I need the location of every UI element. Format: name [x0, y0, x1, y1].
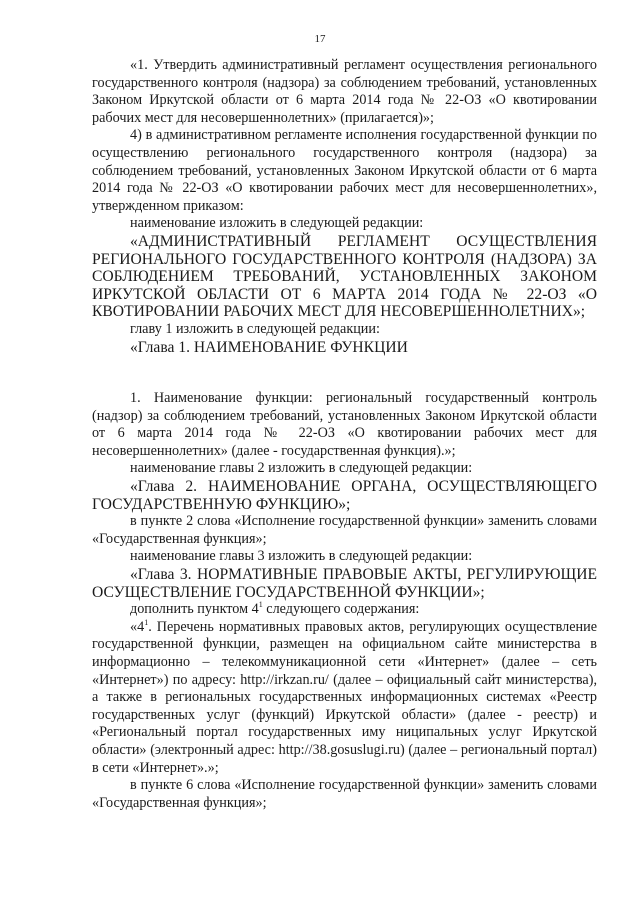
paragraph-7: 1. Наименование функции: региональный государственный контроль (надзор) за соблюдением требований, установленных Законом Иркутской области от 6 марта 2014 года № 22-ОЗ «О квотировании рабочих мест для несовершеннолетних» (далее - государственная функция).»;	[92, 390, 597, 459]
superscript: 1	[144, 617, 149, 627]
paragraph-10: в пункте 2 слова «Исполнение государственной функции» заменить словами «Государственная функция»;	[92, 513, 597, 547]
regulation-title: «АДМИНИСТРАТИВНЫЙ РЕГЛАМЕНТ ОСУЩЕСТВЛЕНИЯ РЕГИОНАЛЬНОГО ГОСУДАРСТВЕННОГО КОНТРОЛЯ (НАДЗОРА) ЗА СОБЛЮДЕНИЕМ ТРЕБОВАНИЙ, УСТАНОВЛЕННЫХ ЗАКОНОМ ИРКУТСКОЙ ОБЛАСТИ ОТ 6 МАРТА 2014 ГОДА № 22-ОЗ «О КВОТИРОВАНИИ РАБОЧИХ МЕСТ ДЛЯ НЕСОВЕРШЕННОЛЕТНИХ»;	[92, 232, 597, 321]
paragraph-5: главу 1 изложить в следующей редакции:	[130, 320, 380, 337]
paragraph-1: «1. Утвердить административный регламент осуществления регионального государственного контроля (надзора) за соблюдением требований, установленных Законом Иркутской области от 6 марта 2014 года № 22-ОЗ «О квотировании рабочих мест для несовершеннолетних» (прилагается)»;	[92, 57, 597, 126]
superscript: 1	[258, 600, 263, 610]
paragraph-14-text: . Перечень нормативных правовых актов, регулирующих осуществление государственной функции, размещен на официальном сайте министерства в информационно – телекоммуникационной сети «Интернет» (далее – сеть «Интернет») по адресу: http://irkzan.ru/ (далее – официальный сайт министерства), а также в региональных государственных информационных системах «Реестр государственных услуг (функций) Иркутской области» (далее - реестр) и «Региональный портал государственных иму ниципальных услуг Иркутской области» (электронный адрес: http://38.gosuslugi.ru) (далее – региональный портал) в сети «Интернет».»;	[92, 618, 597, 776]
chapter-2-heading: «Глава 2. НАИМЕНОВАНИЕ ОРГАНА, ОСУЩЕСТВЛЯЮЩЕГО ГОСУДАРСТВЕННУЮ ФУНКЦИЮ»;	[92, 478, 597, 513]
chapter-3-heading: «Глава 3. НОРМАТИВНЫЕ ПРАВОВЫЕ АКТЫ, РЕГУЛИРУЮЩИЕ ОСУЩЕСТВЛЕНИЕ ГОСУДАРСТВЕННОЙ ФУНКЦИИ»;	[92, 566, 597, 601]
page-number: 17	[314, 33, 326, 45]
spacer	[92, 356, 597, 390]
paragraph-13	[92, 601, 597, 619]
paragraph-8: наименование главы 2 изложить в следующей редакции:	[130, 460, 473, 477]
paragraph-15: в пункте 6 слова «Исполнение государственной функции» заменить словами «Государственная функция»;	[92, 777, 597, 811]
paragraph-14	[92, 619, 597, 777]
paragraph-13-text-end: следующего содержания:	[262, 601, 420, 618]
paragraph-2: 4) в административном регламенте исполнения государственной функции по осуществлению регионального государственного контроля (надзора) за соблюдением требований, установленных Законом Иркутской области от 6 марта 2014 года № 22-ОЗ «О квотировании рабочих мест для несовершеннолетних», утвержденном приказом:	[92, 127, 597, 214]
paragraph-13-text: дополнить пунктом 4	[130, 601, 259, 618]
paragraph-14-number: «4	[130, 618, 145, 635]
paragraph-3: наименование изложить в следующей редакции:	[130, 215, 424, 232]
chapter-1-heading: «Глава 1. НАИМЕНОВАНИЕ ФУНКЦИИ	[130, 338, 408, 356]
paragraph-11: наименование главы 3 изложить в следующей редакции:	[130, 548, 473, 565]
document-body	[92, 57, 597, 812]
